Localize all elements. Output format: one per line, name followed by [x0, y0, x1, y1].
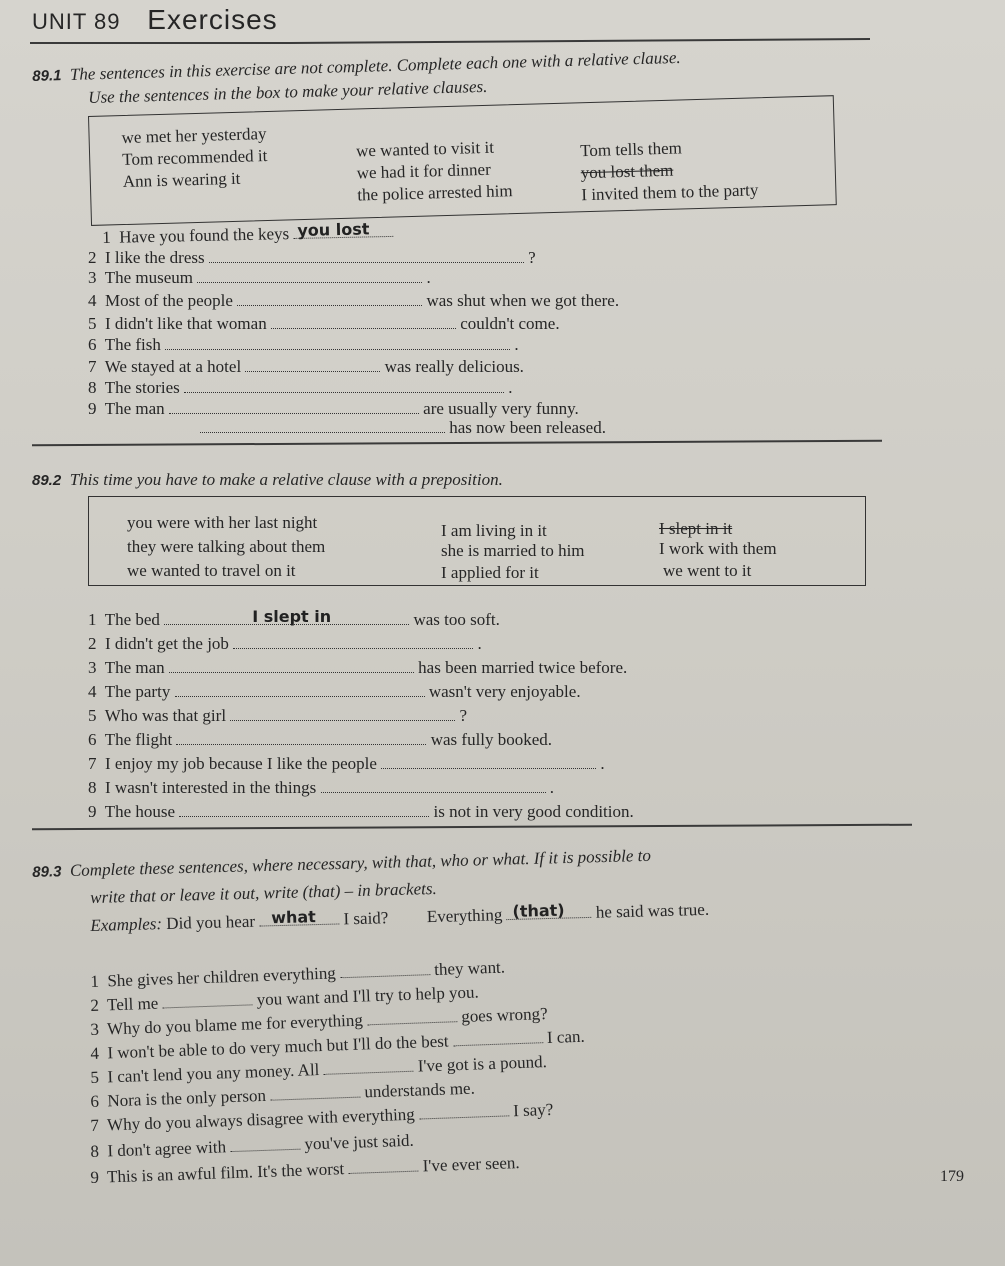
- ex2-number: 89.2: [32, 472, 62, 489]
- ex1-line-1: 1 Have you found the keys you lost: [102, 220, 394, 248]
- ex1-number: 89.1: [32, 67, 62, 85]
- box-item: we wanted to travel on it: [127, 561, 296, 580]
- answer-blank[interactable]: [419, 1099, 510, 1119]
- box-item: I work with them: [659, 539, 777, 558]
- ex3-instruction-2: write that or leave it out, write (that) – in brackets.: [90, 878, 437, 907]
- answer-blank[interactable]: [293, 220, 393, 239]
- ex1-instruction-2: Use the sentences in the box to make your relative clauses.: [88, 76, 488, 107]
- answer-blank[interactable]: [176, 728, 426, 745]
- answer-blank[interactable]: [237, 289, 422, 306]
- box-item: we had it for dinner: [356, 159, 491, 183]
- box-item: I am living in it: [441, 521, 547, 540]
- page-number: 179: [940, 1168, 964, 1185]
- ex1-line-8: 8 The stories .: [88, 378, 513, 397]
- answer-blank[interactable]: [197, 266, 422, 283]
- ex3-line-8: 8 I don't agree with you've just said.: [90, 1130, 415, 1161]
- answer-blank[interactable]: [200, 416, 445, 433]
- ex3-line-9: 9 This is an awful film. It's the worst I've ever seen.: [90, 1153, 520, 1187]
- ex1-line-4: 4 Most of the people was shut when we got there.: [88, 291, 620, 310]
- box-item: you were with her last night: [127, 513, 318, 532]
- ex2-line-7: 7 I enjoy my job because I like the people .: [88, 754, 605, 773]
- answer-blank[interactable]: [164, 608, 409, 625]
- ex3-instruction: 89.3 Complete these sentences, where necessary, with that, who or what. If it is possible to: [32, 845, 652, 881]
- answer-blank[interactable]: [230, 704, 455, 721]
- answer-blank[interactable]: [179, 800, 429, 817]
- ex2-line-5: 5 Who was that girl ?: [88, 706, 468, 725]
- box-item: they were talking about them: [127, 537, 326, 556]
- section-divider: [32, 440, 882, 446]
- ex1-line-7: 7 We stayed at a hotel was really delicious.: [88, 357, 524, 376]
- ex1-line-3: 3 The museum .: [88, 268, 431, 287]
- box-item: we met her yesterday: [121, 124, 267, 148]
- box-item: I invited them to the party: [581, 180, 759, 205]
- answer-blank[interactable]: [452, 1026, 543, 1046]
- box-item-crossed: you lost them: [580, 160, 674, 183]
- header-title: Exercises: [147, 4, 278, 35]
- answer-blank[interactable]: [233, 632, 473, 649]
- ex2-line-4: 4 The party wasn't very enjoyable.: [88, 682, 581, 701]
- answer-blank[interactable]: [321, 776, 546, 793]
- answer-blank[interactable]: [323, 1055, 414, 1075]
- ex3-line-1: 1 She gives her children everything they want.: [90, 957, 506, 991]
- answer-blank[interactable]: [245, 355, 380, 372]
- box-item: Ann is wearing it: [122, 168, 241, 192]
- box-item-crossed: I slept in it: [659, 519, 733, 538]
- ex2-line-6: 6 The flight was fully booked.: [88, 730, 553, 749]
- ex1-instruction-line1: The sentences in this exercise are not complete. Complete each one with a relative clause.: [69, 47, 681, 84]
- header-rule-right: [290, 38, 870, 44]
- ex1-line-6: 6 The fish .: [88, 335, 519, 354]
- answer-blank[interactable]: [271, 312, 456, 329]
- handwritten-answer: I slept in: [252, 607, 332, 626]
- header-rule: [30, 42, 290, 44]
- ex1-line-5: 5 I didn't like that woman couldn't come.: [88, 314, 560, 333]
- answer-blank[interactable]: [340, 958, 431, 978]
- box-item: she is married to him: [441, 541, 585, 560]
- box-item: Tom recommended it: [121, 146, 268, 170]
- unit-label: UNIT 89: [32, 9, 121, 34]
- ex1-line-9: 9 The man are usually very funny.: [88, 399, 579, 418]
- ex3-line-2: 2 Tell me you want and I'll try to help you.: [90, 982, 480, 1015]
- ex3-line-3: 3 Why do you blame me for everything goes wrong?: [90, 1004, 548, 1039]
- answer-blank[interactable]: [162, 988, 253, 1008]
- answer-blank[interactable]: [175, 680, 425, 697]
- handwritten-answer: (that): [512, 900, 565, 921]
- ex3-number: 89.3: [32, 863, 62, 881]
- ex2-line-3: 3 The man has been married twice before.: [88, 658, 628, 677]
- answer-blank[interactable]: [348, 1155, 419, 1174]
- answer-blank[interactable]: [270, 1081, 361, 1101]
- ex2-line-8: 8 I wasn't interested in the things .: [88, 778, 555, 797]
- answer-blank[interactable]: [169, 397, 419, 414]
- answer-blank[interactable]: [367, 1005, 458, 1025]
- ex2-line-9: 9 The house is not in very good condition.: [88, 802, 634, 821]
- box-item: I applied for it: [441, 563, 539, 582]
- ex3-line-7: 7 Why do you always disagree with everything I say?: [90, 1099, 554, 1135]
- box-item: the police arrested him: [357, 181, 513, 205]
- page-header: [32, 4, 278, 36]
- answer-blank[interactable]: [209, 246, 524, 263]
- answer-blank[interactable]: [184, 376, 504, 393]
- ex3-examples: Examples: Did you hear what I said? Everything (that) he said was true.: [90, 899, 710, 935]
- box-item: Tom tells them: [579, 138, 683, 161]
- ex2-sentence-box: [88, 496, 866, 586]
- answer-blank[interactable]: [381, 752, 596, 769]
- answer-blank[interactable]: [165, 333, 510, 350]
- ex3-line-6: 6 Nora is the only person understands me.: [90, 1078, 476, 1111]
- ex1-line-2: 2 I like the dress ?: [88, 248, 536, 267]
- ex1-extra-line: has now been released.: [200, 416, 606, 438]
- answer-blank[interactable]: [230, 1133, 301, 1152]
- ex1-sentence-box: [88, 95, 837, 226]
- section-divider: [32, 824, 912, 830]
- handwritten-answer: you lost: [297, 219, 370, 240]
- ex3-line-4: 4 I won't be able to do very much but I'll do the best I can.: [90, 1026, 586, 1063]
- handwritten-answer: what: [270, 907, 317, 928]
- ex3-line-5: 5 I can't lend you any money. All I've got is a pound.: [90, 1052, 548, 1087]
- ex2-line-2: 2 I didn't get the job .: [88, 634, 482, 653]
- example-blank: [506, 901, 591, 920]
- example-blank: [259, 907, 339, 926]
- box-item: we went to it: [663, 561, 752, 580]
- answer-blank[interactable]: [169, 656, 414, 673]
- ex2-instruction: 89.2 This time you have to make a relative clause with a preposition.: [32, 470, 503, 489]
- box-item: we wanted to visit it: [355, 137, 495, 161]
- ex2-line-1: 1 The bed I slept in was too soft.: [88, 607, 500, 629]
